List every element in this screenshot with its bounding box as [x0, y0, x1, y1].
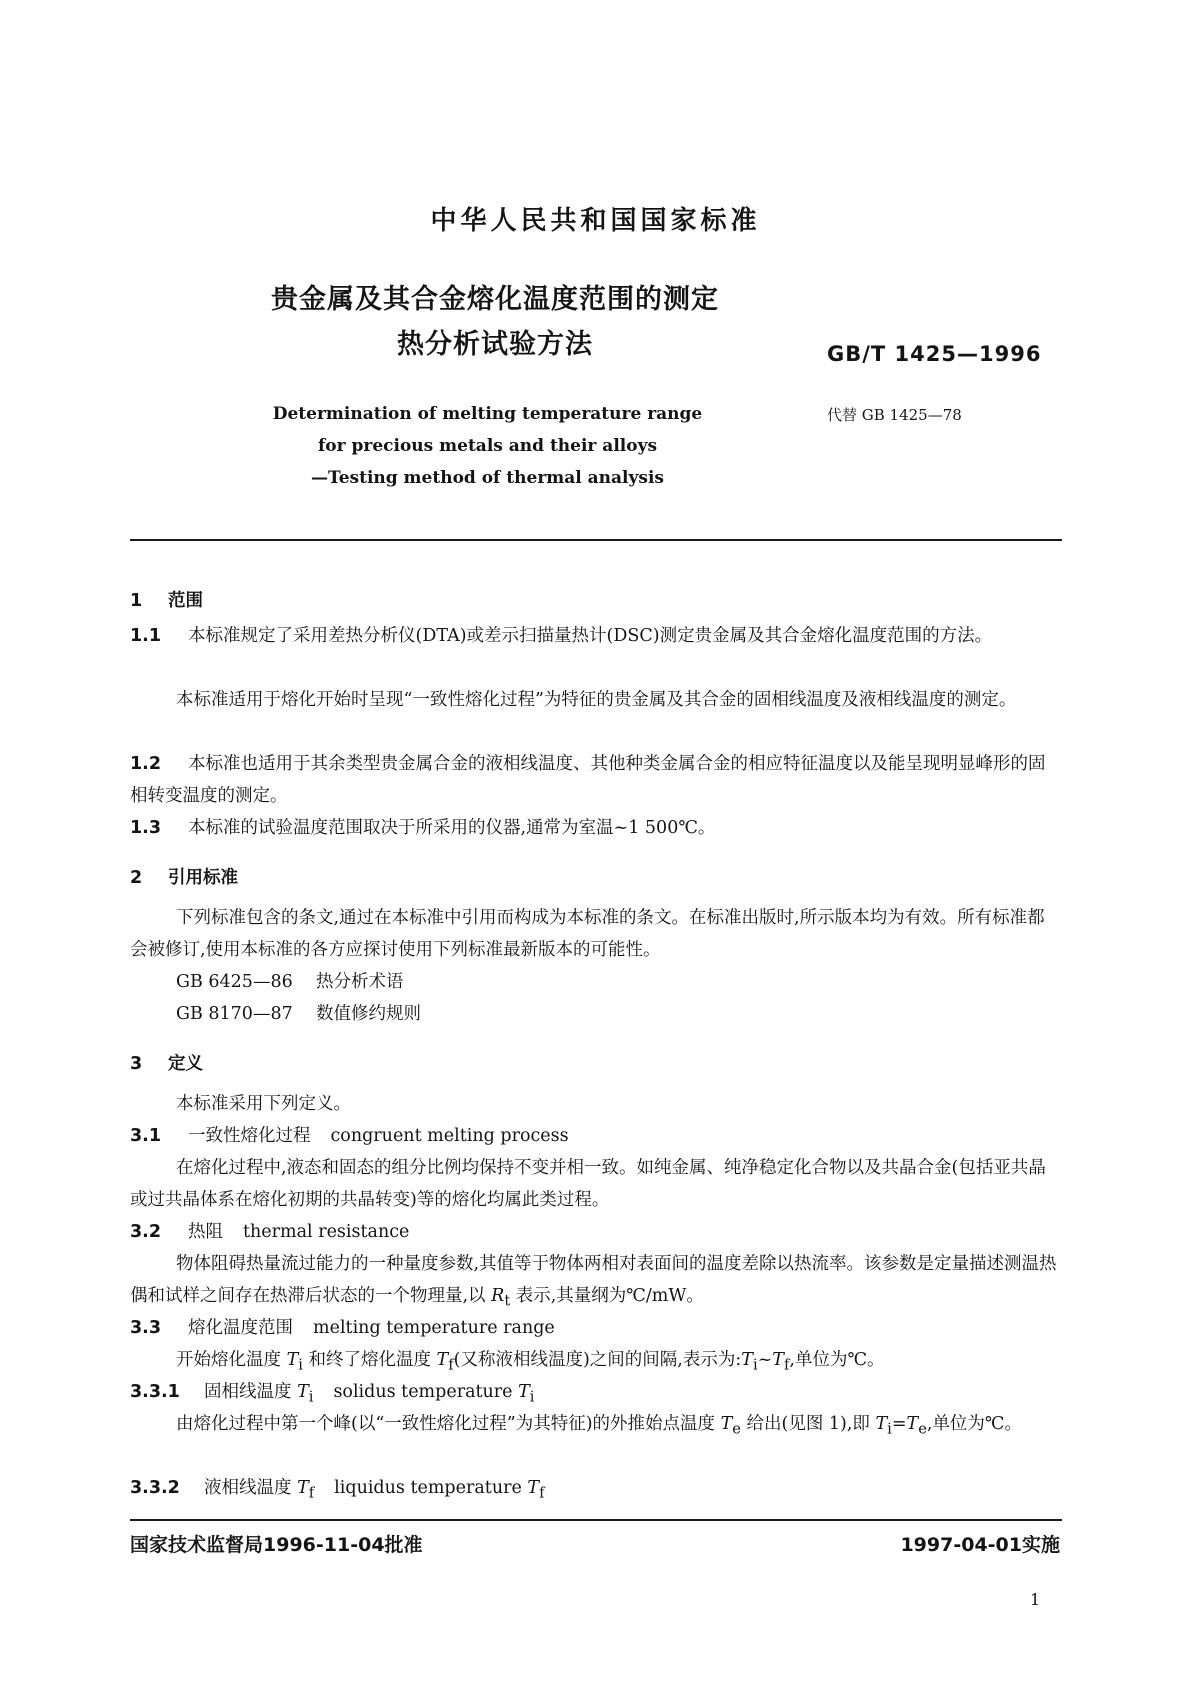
- term-cn: 热阻: [188, 1222, 223, 1242]
- clause-number: 3.2: [130, 1222, 162, 1242]
- section-number: 2: [130, 868, 143, 888]
- definition-3-2-text: [130, 1248, 1062, 1318]
- definition-3-1-text: 在熔化过程中,液态和固态的组分比例均保持不变并相一致。如纯金属、纯净稳定化合物以及共晶合金(包括亚共晶或过共晶体系在熔化初期的共晶转变)等的熔化均属此类过程。: [130, 1158, 1046, 1210]
- definition-3-2-heading: [130, 1216, 409, 1248]
- replaces-standard: 代替 GB 1425—78: [827, 406, 962, 424]
- symbol: T: [297, 1382, 309, 1402]
- reference-code: GB 6425—86: [176, 972, 293, 992]
- term-en: solidus temperature: [333, 1382, 513, 1402]
- title-en-line3: —Testing method of thermal analysis: [311, 468, 664, 488]
- clause-number: 3.3.2: [130, 1478, 180, 1498]
- symbol: T: [772, 1350, 784, 1370]
- term-en: melting temperature range: [313, 1318, 555, 1338]
- section-3-intro: 本标准采用下列定义。: [176, 1094, 351, 1114]
- title-en-line2: for precious metals and their alloys: [317, 436, 658, 456]
- footer-rule: [130, 1519, 1062, 1521]
- symbol: T: [286, 1350, 299, 1370]
- tilde: ~: [757, 1350, 773, 1370]
- clause-number: 1.2: [130, 754, 162, 774]
- symbol: T: [741, 1350, 753, 1370]
- text-segment: 开始熔化温度: [176, 1350, 287, 1370]
- clause-number: 3.1: [130, 1126, 162, 1146]
- symbol: R: [491, 1286, 505, 1306]
- term-cn: 固相线温度: [204, 1382, 292, 1402]
- section-title: 范围: [168, 591, 203, 611]
- text-segment: ,单位为℃。: [926, 1414, 1022, 1434]
- title-en-line1: Determination of melting temperature range: [272, 404, 703, 424]
- text-segment: 给出(见图 1),即: [740, 1414, 876, 1434]
- symbol: T: [720, 1414, 733, 1434]
- clause-1-2: [130, 748, 1062, 812]
- section-number: 1: [130, 591, 143, 611]
- header-rule: [130, 539, 1062, 541]
- reference-name: 热分析术语: [316, 972, 404, 992]
- reference-name: 数值修约规则: [316, 1004, 421, 1024]
- symbol: T: [297, 1478, 309, 1498]
- section-title: 引用标准: [168, 868, 238, 888]
- reference-code: GB 8170—87: [176, 1004, 293, 1024]
- clause-text: 本标准也适用于其余类型贵金属合金的液相线温度、其他种类金属合金的相应特征温度以及能呈现明显峰形的固相转变温度的测定。: [130, 754, 1046, 806]
- symbol: T: [436, 1350, 449, 1370]
- standard-type-header: 中华人民共和国国家标准: [430, 206, 761, 236]
- page-number: 1: [1030, 1590, 1041, 1609]
- definition-3-3-2-heading: [130, 1472, 545, 1510]
- definition-3-1-heading: [130, 1120, 569, 1152]
- clause-text: 本标准规定了采用差热分析仪(DTA)或差示扫描量热计(DSC)测定贵金属及其合金熔化温度范围的方法。: [188, 626, 993, 646]
- reference-item: [176, 998, 421, 1030]
- definition-3-3-heading: [130, 1312, 555, 1344]
- clause-1-3: [130, 812, 1062, 844]
- clause-1-1: [130, 620, 1062, 652]
- title-cn-line1: 贵金属及其合金熔化温度范围的测定: [271, 284, 719, 315]
- definition-3-3-1-text: [130, 1408, 1062, 1446]
- subscript: i: [529, 1388, 535, 1406]
- text-segment: 和终了熔化温度: [302, 1350, 437, 1370]
- standard-number: GB/T 1425—1996: [827, 342, 1042, 366]
- subscript: i: [887, 1420, 892, 1438]
- subscript: f: [783, 1356, 790, 1374]
- symbol: T: [906, 1414, 919, 1434]
- clause-number: 1.1: [130, 626, 162, 646]
- subscript: f: [308, 1484, 315, 1502]
- symbol: T: [527, 1478, 540, 1498]
- clause-number: 3.3.1: [130, 1382, 180, 1402]
- section-2-paragraph: 下列标准包含的条文,通过在本标准中引用而构成为本标准的条文。在标准出版时,所示版本均为有效。所有标准都会被修订,使用本标准的各方应探讨使用下列标准最新版本的可能性。: [130, 908, 1045, 960]
- term-en: liquidus temperature: [334, 1478, 522, 1498]
- text-segment: 表示,其量纲为℃/mW。: [510, 1286, 704, 1306]
- text-segment: 物体阻碍热量流过能力的一种量度参数,其值等于物体两相对表面间的温度差除以热流率。该参数是定量描述测温热偶和试样之间存在热滞后状态的一个物理量,以: [130, 1254, 1057, 1306]
- equals: =: [891, 1414, 907, 1434]
- clause-text: 本标准的试验温度范围取决于所采用的仪器,通常为室温~1 500℃。: [188, 818, 716, 838]
- subscript: e: [732, 1420, 741, 1438]
- text-segment: 由熔化过程中第一个峰(以“一致性熔化过程”为其特征)的外推始点温度: [176, 1414, 721, 1434]
- section-number: 3: [130, 1054, 143, 1074]
- subscript: i: [752, 1356, 758, 1374]
- subscript: f: [448, 1356, 454, 1374]
- clause-1-1-paragraph-2: 本标准适用于熔化开始时呈现“一致性熔化过程”为特征的贵金属及其合金的固相线温度及液相线温度的测定。: [176, 690, 1017, 710]
- section-3-heading: [130, 1050, 203, 1075]
- section-2-heading: [130, 864, 238, 889]
- clause-number: 3.3: [130, 1318, 162, 1338]
- clause-number: 1.3: [130, 818, 162, 838]
- symbol: T: [518, 1382, 530, 1402]
- subscript: f: [539, 1484, 545, 1502]
- text-segment: (又称液相线温度)之间的间隔,表示为:: [453, 1350, 742, 1370]
- subscript: e: [918, 1420, 927, 1438]
- term-cn: 熔化温度范围: [188, 1318, 293, 1338]
- title-en: [160, 398, 815, 494]
- term-en: thermal resistance: [243, 1222, 410, 1242]
- title-cn-line2: 热分析试验方法: [397, 329, 593, 360]
- section-title: 定义: [168, 1054, 203, 1074]
- approval-text: 国家技术监督局1996-11-04批准: [130, 1534, 423, 1556]
- term-cn: 一致性熔化过程: [188, 1126, 311, 1146]
- subscript: i: [308, 1388, 314, 1406]
- subscript: t: [504, 1292, 511, 1310]
- implementation-text: 1997-04-01实施: [900, 1534, 1060, 1556]
- section-1-heading: [130, 587, 203, 612]
- text-segment: ,单位为℃。: [789, 1350, 885, 1370]
- term-cn: 液相线温度: [204, 1478, 292, 1498]
- reference-item: [176, 966, 404, 998]
- term-en: congruent melting process: [330, 1126, 569, 1146]
- symbol: T: [875, 1414, 888, 1434]
- subscript: i: [298, 1356, 303, 1374]
